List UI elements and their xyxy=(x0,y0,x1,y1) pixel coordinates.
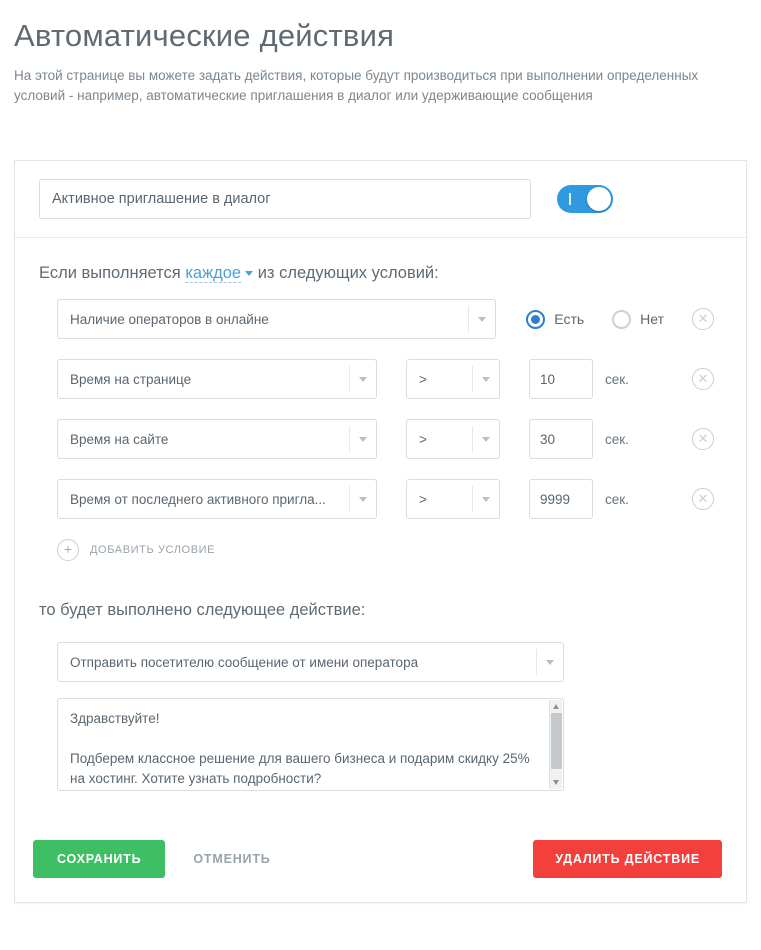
page-description: На этой странице вы можете задать действия, которые будут производиться при выполнении определенных условий - например, автоматические приглашения в диалог или удерживающие сообщения xyxy=(14,68,699,103)
select-divider xyxy=(349,366,350,392)
select-divider xyxy=(472,486,473,512)
add-condition-button[interactable] xyxy=(57,539,722,561)
scroll-up-icon[interactable] xyxy=(553,704,559,709)
condition-field-label-1: Время на странице xyxy=(70,371,192,387)
chevron-down-icon xyxy=(359,497,367,502)
condition-operator-label-1: > xyxy=(419,371,427,387)
condition-field-select-0[interactable] xyxy=(57,299,496,339)
radio-label-yes: Есть xyxy=(554,311,585,327)
condition-unit-1: сек. xyxy=(605,371,629,387)
chevron-down-icon xyxy=(482,437,490,442)
action-type-select[interactable] xyxy=(57,642,564,682)
radio-label-no: Нет xyxy=(640,311,664,327)
page-title: Автоматические действия xyxy=(14,18,395,53)
remove-condition-button-2[interactable]: ✕ xyxy=(692,428,714,450)
chevron-down-icon xyxy=(359,377,367,382)
add-condition-label: ДОБАВИТЬ УСЛОВИЕ xyxy=(90,544,216,556)
condition-operator-label-3: > xyxy=(419,491,427,507)
chevron-down-icon xyxy=(546,660,554,665)
condition-field-select-3[interactable] xyxy=(57,479,377,519)
condition-unit-2: сек. xyxy=(605,431,629,447)
remove-condition-button-0[interactable]: ✕ xyxy=(692,308,714,330)
radio-dot-no xyxy=(612,310,631,329)
radio-option-yes[interactable] xyxy=(526,310,584,329)
condition-unit-3: сек. xyxy=(605,491,629,507)
condition-value-input-1[interactable] xyxy=(529,359,593,399)
action-name-input[interactable] xyxy=(39,179,531,219)
operators-online-radio-group xyxy=(526,310,692,329)
remove-condition-button-1[interactable]: ✕ xyxy=(692,368,714,390)
condition-field-label-2: Время на сайте xyxy=(70,431,169,447)
select-divider xyxy=(349,486,350,512)
save-button[interactable]: СОХРАНИТЬ xyxy=(33,840,165,878)
cancel-button[interactable]: ОТМЕНИТЬ xyxy=(175,840,288,878)
condition-operator-label-2: > xyxy=(419,431,427,447)
condition-field-label-3: Время от последнего активного пригла... xyxy=(70,491,326,507)
select-divider xyxy=(472,426,473,452)
table-row xyxy=(57,359,722,399)
action-header: то будет выполнено следующее действие: xyxy=(39,601,366,619)
chevron-down-icon xyxy=(482,377,490,382)
plus-icon: + xyxy=(57,539,79,561)
action-card xyxy=(14,160,747,903)
remove-condition-button-3[interactable]: ✕ xyxy=(692,488,714,510)
message-textarea[interactable] xyxy=(57,698,564,791)
match-mode-dropdown[interactable]: каждое xyxy=(185,264,242,282)
toggle-bar xyxy=(569,193,571,205)
chevron-down-icon xyxy=(478,317,486,322)
select-divider xyxy=(349,426,350,452)
conditions-header-suffix: из следующих условий: xyxy=(257,264,439,282)
table-row xyxy=(57,479,722,519)
chevron-down-icon[interactable] xyxy=(245,271,253,276)
conditions-header xyxy=(39,264,722,283)
condition-value-input-2[interactable] xyxy=(529,419,593,459)
action-card-header xyxy=(15,161,746,238)
condition-field-select-2[interactable] xyxy=(57,419,377,459)
textarea-scrollbar[interactable] xyxy=(549,700,562,789)
select-divider xyxy=(472,366,473,392)
scroll-down-icon[interactable] xyxy=(553,780,559,785)
radio-dot-yes xyxy=(526,310,545,329)
scrollbar-thumb[interactable] xyxy=(551,713,562,769)
conditions-list xyxy=(57,299,722,561)
condition-operator-select-1[interactable] xyxy=(406,359,500,399)
message-textarea-wrapper xyxy=(57,698,564,796)
conditions-header-prefix: Если выполняется xyxy=(39,264,181,282)
action-type-label: Отправить посетителю сообщение от имени оператора xyxy=(70,654,419,670)
toggle-knob xyxy=(587,187,611,211)
page-header xyxy=(0,0,761,106)
condition-field-select-1[interactable] xyxy=(57,359,377,399)
select-divider xyxy=(536,649,537,675)
action-card-footer xyxy=(15,818,746,902)
chevron-down-icon xyxy=(482,497,490,502)
condition-field-label-0: Наличие операторов в онлайне xyxy=(70,311,269,327)
enabled-toggle[interactable] xyxy=(557,185,613,213)
table-row xyxy=(57,419,722,459)
chevron-down-icon xyxy=(359,437,367,442)
condition-operator-select-3[interactable] xyxy=(406,479,500,519)
action-card-body xyxy=(15,238,746,818)
radio-option-no[interactable] xyxy=(612,310,664,329)
condition-value-input-3[interactable] xyxy=(529,479,593,519)
condition-operator-select-2[interactable] xyxy=(406,419,500,459)
table-row xyxy=(57,299,722,339)
select-divider xyxy=(468,306,469,332)
delete-action-button[interactable]: УДАЛИТЬ ДЕЙСТВИЕ xyxy=(533,840,722,878)
